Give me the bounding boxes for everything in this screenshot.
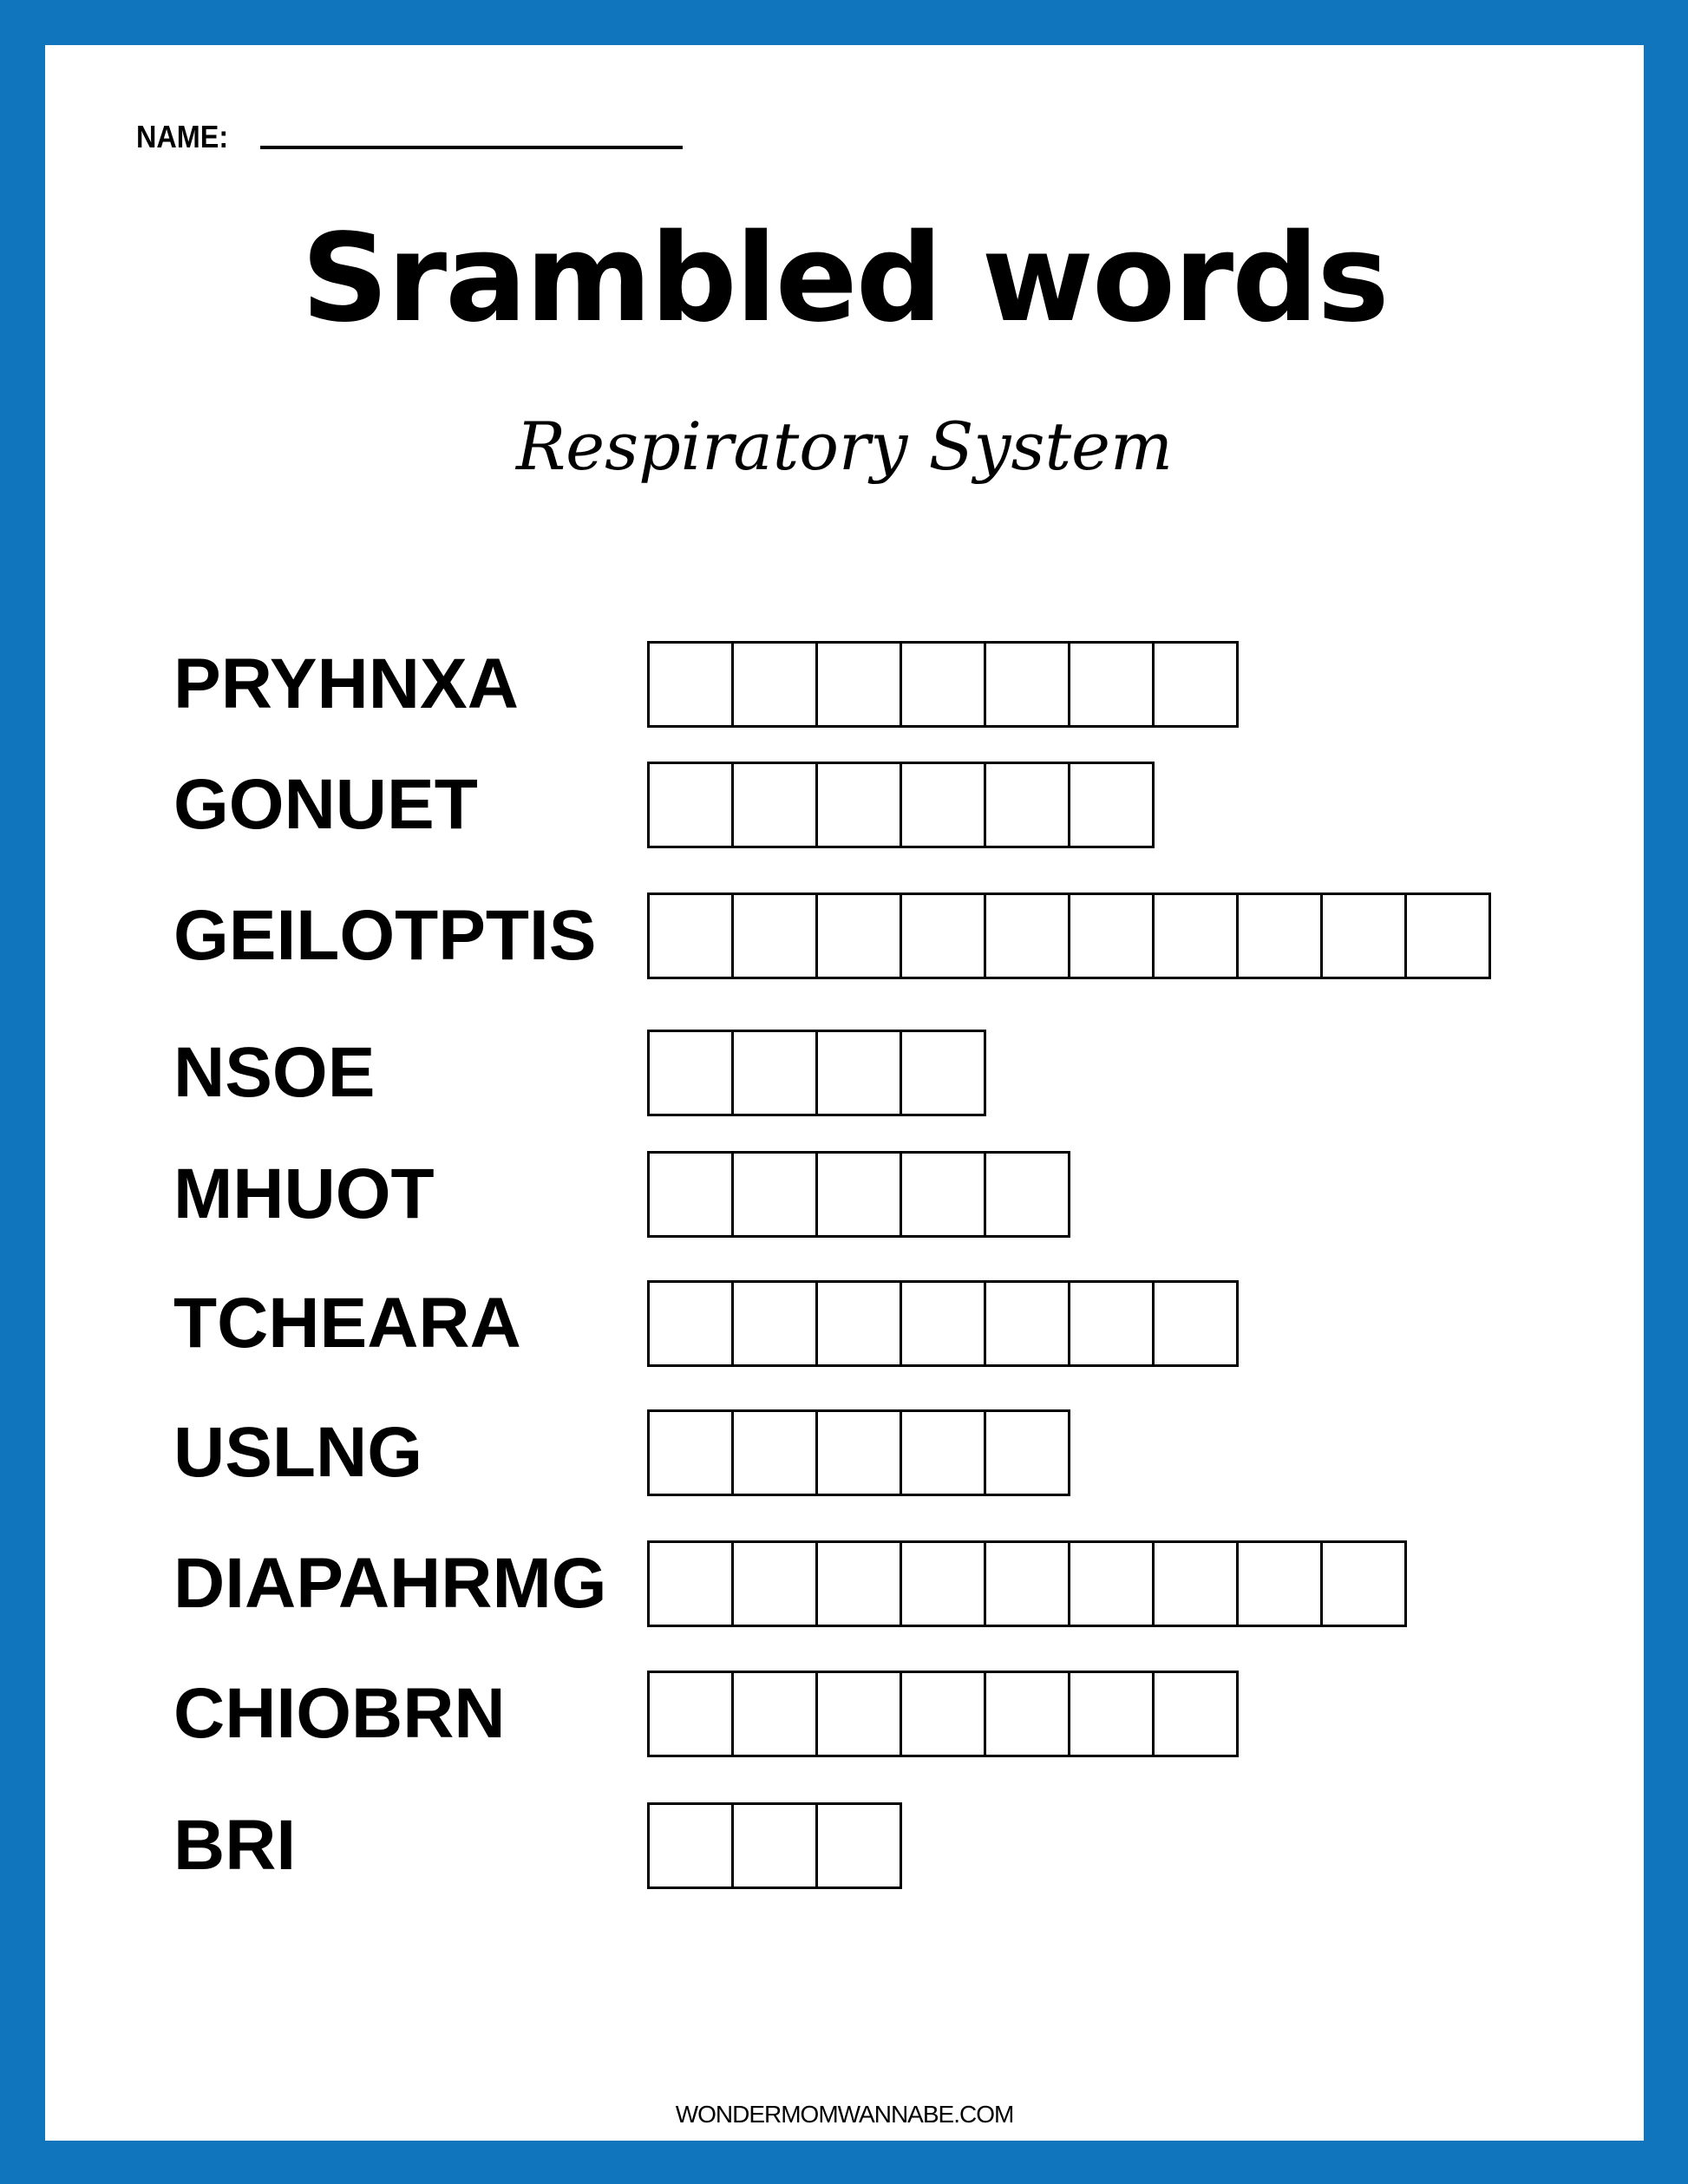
letter-box[interactable] — [647, 641, 734, 728]
answer-boxes — [647, 1151, 1070, 1238]
scrambled-word: NSOE — [173, 1033, 376, 1112]
letter-box[interactable] — [731, 1409, 818, 1496]
letter-box[interactable] — [731, 641, 818, 728]
letter-box[interactable] — [815, 1030, 902, 1116]
letter-box[interactable] — [1152, 893, 1239, 979]
letter-box[interactable] — [731, 1802, 818, 1889]
letter-box[interactable] — [815, 1280, 902, 1367]
letter-box[interactable] — [815, 641, 902, 728]
letter-box[interactable] — [1152, 1540, 1239, 1627]
scrambled-word: CHIOBRN — [173, 1674, 506, 1753]
scrambled-word: PRYHNXA — [173, 644, 519, 723]
letter-box[interactable] — [731, 1151, 818, 1238]
letter-box[interactable] — [1068, 893, 1155, 979]
puzzle-row — [45, 1802, 1644, 1889]
worksheet-sheet — [45, 45, 1644, 2141]
letter-box[interactable] — [647, 893, 734, 979]
letter-box[interactable] — [900, 1409, 986, 1496]
scrambled-word: GONUET — [173, 765, 478, 844]
scrambled-word: MHUOT — [173, 1154, 435, 1233]
letter-box[interactable] — [815, 893, 902, 979]
letter-box[interactable] — [647, 1409, 734, 1496]
scrambled-word: USLNG — [173, 1413, 422, 1492]
letter-box[interactable] — [900, 1030, 986, 1116]
scrambled-word: BRI — [173, 1806, 297, 1885]
letter-box[interactable] — [731, 1671, 818, 1757]
answer-boxes — [647, 762, 1155, 848]
puzzle-row — [45, 1540, 1644, 1627]
answer-boxes — [647, 1030, 986, 1116]
letter-box[interactable] — [815, 762, 902, 848]
letter-box[interactable] — [984, 1151, 1070, 1238]
letter-box[interactable] — [900, 893, 986, 979]
answer-boxes — [647, 1409, 1070, 1496]
answer-boxes — [647, 641, 1239, 728]
letter-box[interactable] — [1236, 1540, 1323, 1627]
answer-boxes — [647, 1280, 1239, 1367]
puzzle-row — [45, 893, 1644, 979]
letter-box[interactable] — [984, 1671, 1070, 1757]
letter-box[interactable] — [1068, 1671, 1155, 1757]
page-subtitle: Respiratory System — [515, 408, 1174, 485]
letter-box[interactable] — [900, 762, 986, 848]
puzzle-row — [45, 1280, 1644, 1367]
letter-box[interactable] — [731, 762, 818, 848]
letter-box[interactable] — [900, 1671, 986, 1757]
puzzle-row — [45, 1151, 1644, 1238]
letter-box[interactable] — [815, 1151, 902, 1238]
letter-box[interactable] — [1068, 1540, 1155, 1627]
puzzle-row — [45, 1671, 1644, 1757]
letter-box[interactable] — [1068, 1280, 1155, 1367]
letter-box[interactable] — [984, 1540, 1070, 1627]
letter-box[interactable] — [1236, 893, 1323, 979]
letter-box[interactable] — [815, 1802, 902, 1889]
page-title: Srambled words — [301, 208, 1388, 350]
letter-box[interactable] — [647, 1280, 734, 1367]
letter-box[interactable] — [984, 1409, 1070, 1496]
letter-box[interactable] — [647, 1540, 734, 1627]
letter-box[interactable] — [815, 1540, 902, 1627]
puzzle-row — [45, 641, 1644, 728]
letter-box[interactable] — [1068, 762, 1155, 848]
name-input-line[interactable] — [260, 146, 683, 149]
letter-box[interactable] — [900, 1280, 986, 1367]
letter-box[interactable] — [900, 1151, 986, 1238]
letter-box[interactable] — [1068, 641, 1155, 728]
letter-box[interactable] — [1152, 1671, 1239, 1757]
letter-box[interactable] — [731, 893, 818, 979]
answer-boxes — [647, 1540, 1407, 1627]
letter-box[interactable] — [731, 1280, 818, 1367]
letter-box[interactable] — [647, 1030, 734, 1116]
letter-box[interactable] — [1320, 893, 1407, 979]
puzzle-row — [45, 1030, 1644, 1116]
letter-box[interactable] — [1152, 1280, 1239, 1367]
letter-box[interactable] — [647, 1802, 734, 1889]
scrambled-word: DIAPAHRMG — [173, 1544, 607, 1623]
letter-box[interactable] — [984, 1280, 1070, 1367]
answer-boxes — [647, 1802, 902, 1889]
letter-box[interactable] — [984, 762, 1070, 848]
scrambled-word: TCHEARA — [173, 1284, 521, 1363]
letter-box[interactable] — [900, 641, 986, 728]
puzzle-row — [45, 762, 1644, 848]
name-label: NAME: — [136, 119, 229, 154]
letter-box[interactable] — [731, 1540, 818, 1627]
letter-box[interactable] — [647, 1151, 734, 1238]
footer-website: WONDERMOMWANNABE.COM — [675, 2101, 1014, 2128]
scrambled-word: GEILOTPTIS — [173, 896, 597, 975]
answer-boxes — [647, 1671, 1239, 1757]
letter-box[interactable] — [647, 1671, 734, 1757]
letter-box[interactable] — [731, 1030, 818, 1116]
letter-box[interactable] — [984, 641, 1070, 728]
letter-box[interactable] — [984, 893, 1070, 979]
puzzle-row — [45, 1409, 1644, 1496]
letter-box[interactable] — [647, 762, 734, 848]
letter-box[interactable] — [1404, 893, 1491, 979]
letter-box[interactable] — [815, 1409, 902, 1496]
letter-box[interactable] — [900, 1540, 986, 1627]
letter-box[interactable] — [1320, 1540, 1407, 1627]
letter-box[interactable] — [1152, 641, 1239, 728]
letter-box[interactable] — [815, 1671, 902, 1757]
answer-boxes — [647, 893, 1491, 979]
